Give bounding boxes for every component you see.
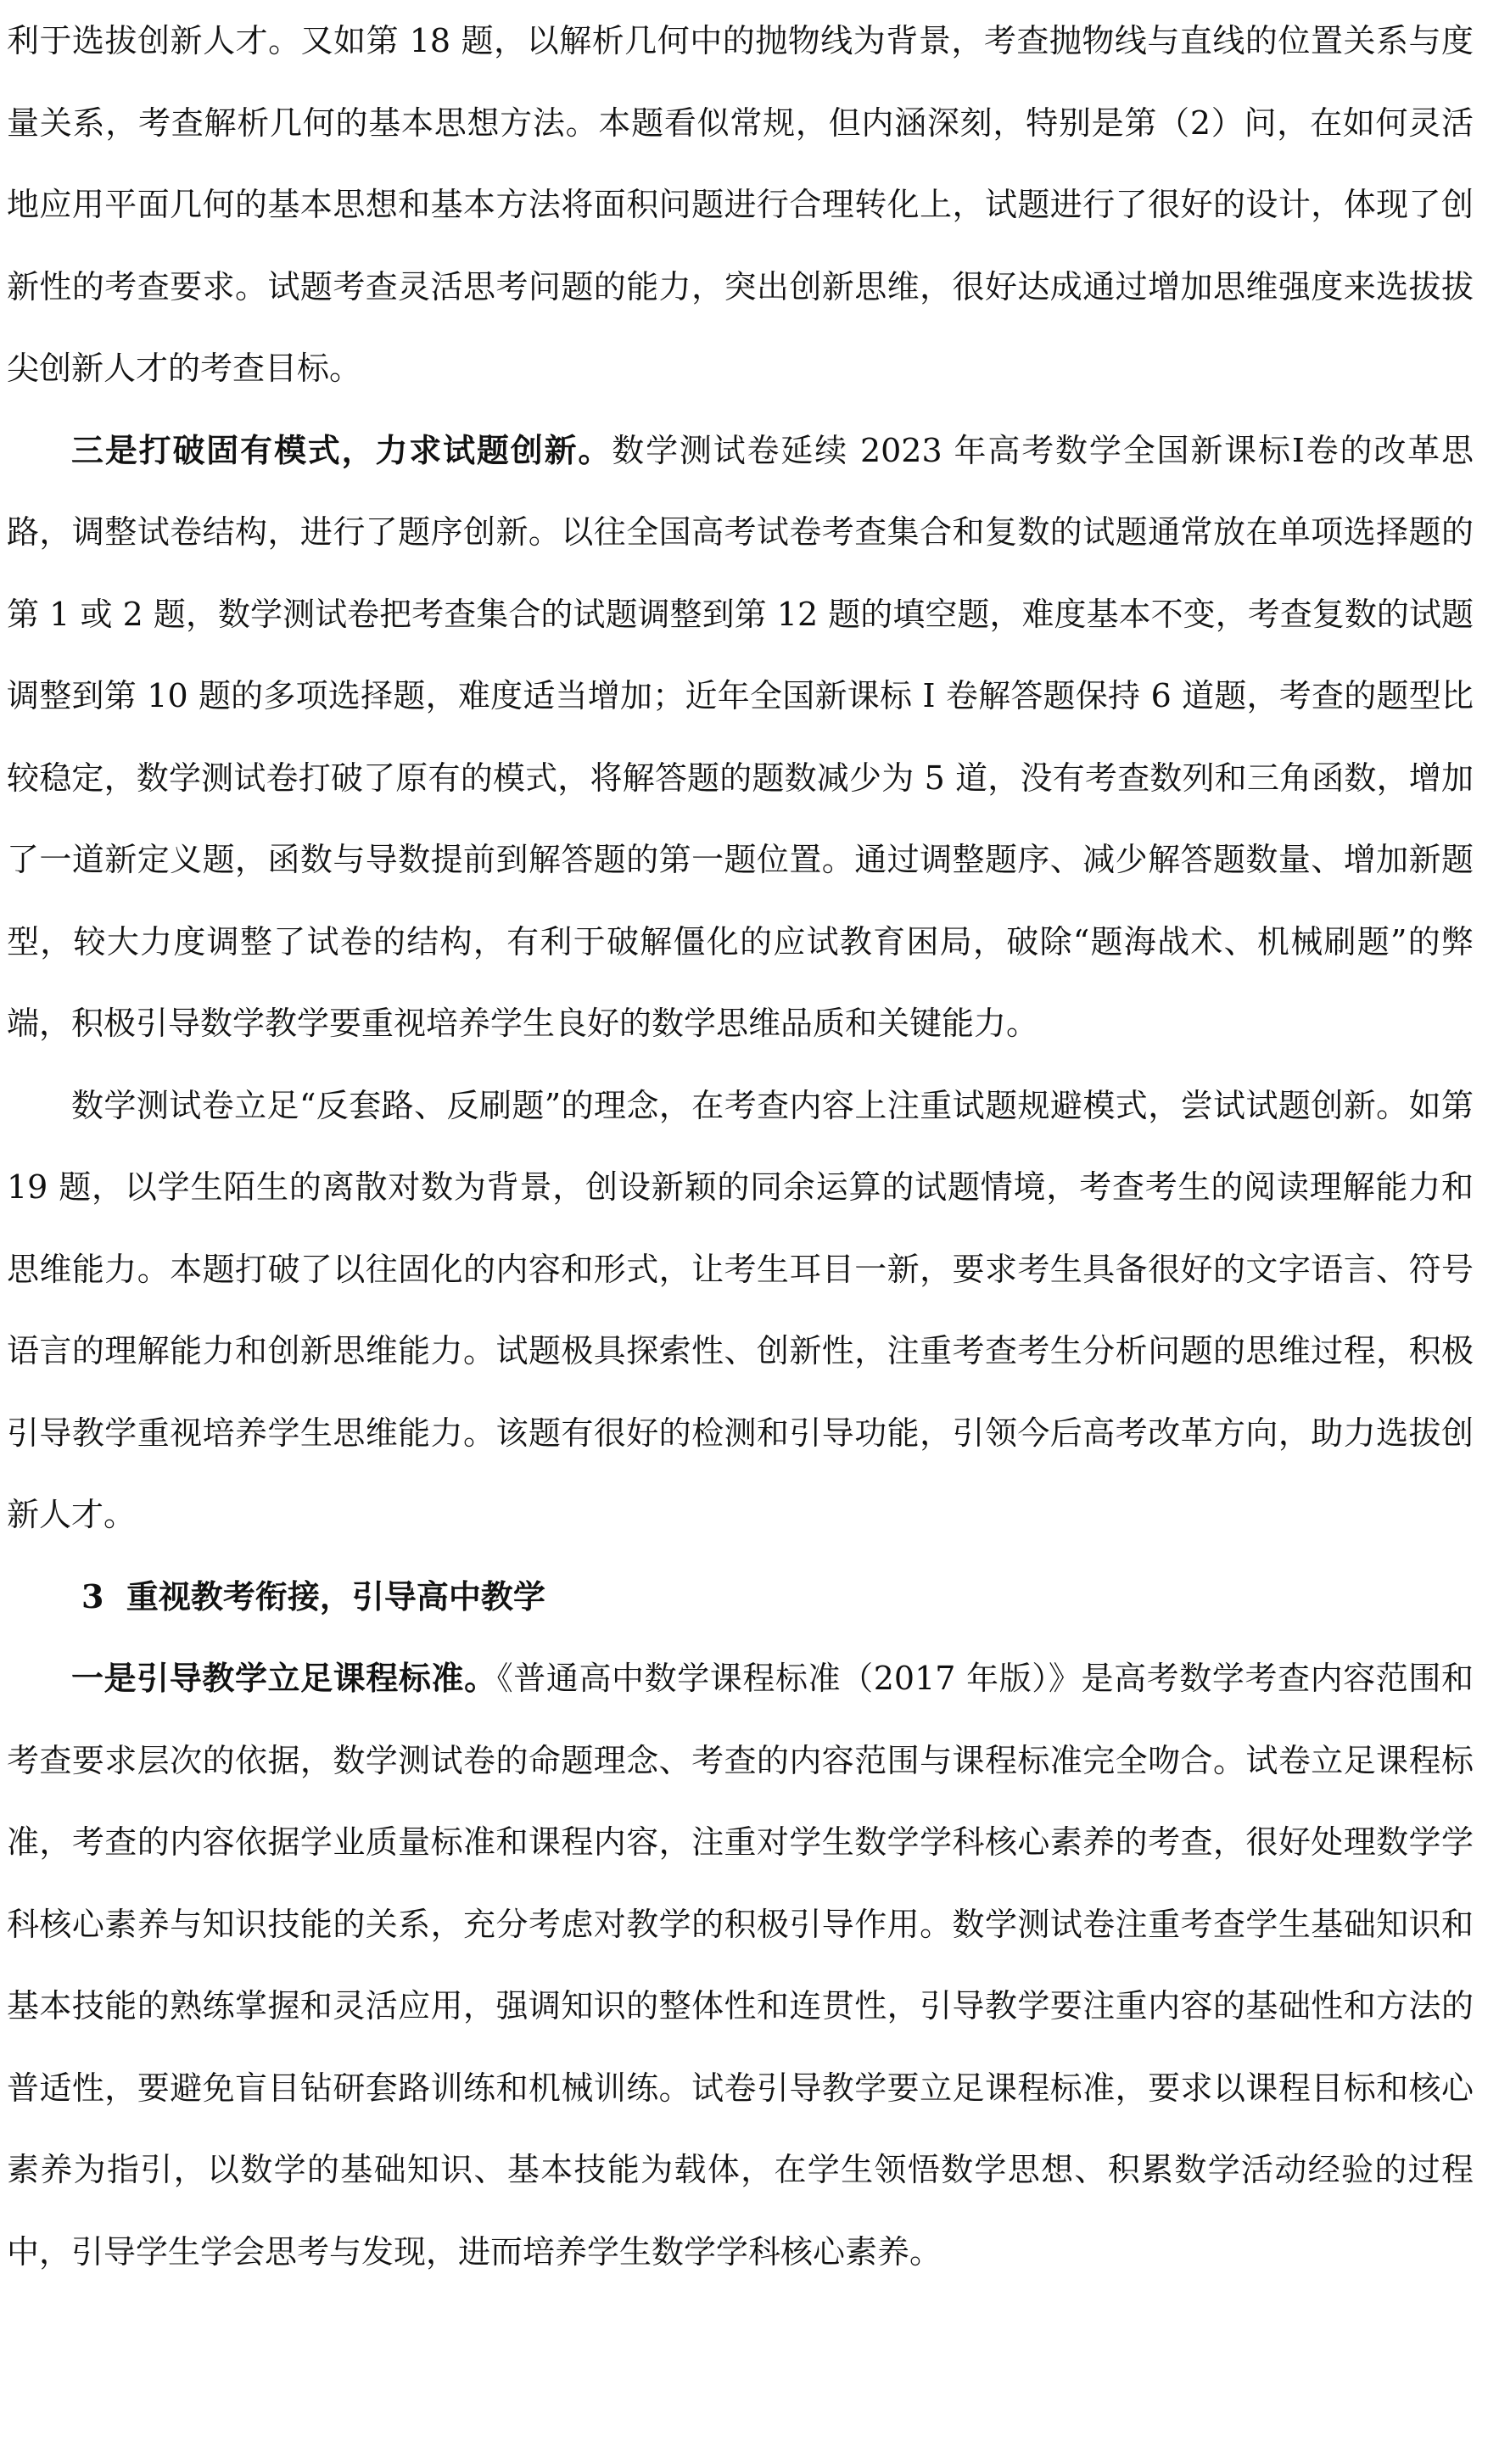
paragraph-break-patterns [7, 410, 1474, 1065]
paragraph-text: 《普通高中数学课程标准（2017 年版）》是高考数学考查内容范围和考查要求层次的依据，数学测试卷的命题理念、考查的内容范围与课程标准完全吻合。试卷立足课程标准，考查的内容依据学业质量标准和课程内容，注重对学生数学学科核心素养的考查，很好处理数学学科核心素养与知识技能的关系，充分考虑对教学的积极引导作用。数学测试卷注重考查学生基础知识和基本技能的熟练掌握和灵活应用，强调知识的整体性和连贯性，引导教学要注重内容的基础性和方法的普适性，要避免盲目钻研套路训练和机械训练。试卷引导教学要立足课程标准，要求以课程目标和核心素养为指引，以数学的基础知识、基本技能为载体，在学生领悟数学思想、积累数学活动经验的过程中，引导学生学会思考与发现，进而培养学生数学学科核心素养。 [7, 1660, 1474, 2271]
paragraph-anti-routine [7, 1065, 1474, 1556]
paragraph-text: 利于选拔创新人才。又如第 18 题，以解析几何中的抛物线为背景，考查抛物线与直线的位置关系与度量关系，考查解析几何的基本思想方法。本题看似常规，但内涵深刻，特别是第（2）问，在如何灵活地应用平面几何的基本思想和基本方法将面积问题进行合理转化上，试题进行了很好的设计，体现了创新性的考查要求。试题考查灵活思考问题的能力，突出创新思维，很好达成通过增加思维强度来选拔拔尖创新人才的考查目标。 [7, 22, 1474, 387]
paragraph-lead: 一是引导教学立足课程标准。 [71, 1659, 497, 1697]
section-heading [7, 1556, 1474, 1638]
section-heading-text: 3 重视教考衔接，引导高中教学 [81, 1576, 545, 1616]
paragraph-continuation [7, 0, 1474, 410]
paragraph-text: 数学测试卷延续 2023 年高考数学全国新课标I卷的改革思路，调整试卷结构，进行了题序创新。以往全国高考试卷考查集合和复数的试题通常放在单项选择题的第 1 或 2 题，数学测试卷把考查集合的试题调整到第 12 题的填空题，难度基本不变，考查复数的试题调整到第 10 题的多项选择题，难度适当增加；近年全国新课标 I 卷解答题保持 6 道题，考查的题型比较稳定，数学测试卷打破了原有的模式，将解答题的题数减少为 5 道，没有考查数列和三角函数，增加了一道新定义题，函数与导数提前到解答题的第一题位置。通过调整题序、减少解答题数量、增加新题型，较大力度调整了试卷的结构，有利于破解僵化的应试教育困局，破除“题海战术、机械刷题”的弊端，积极引导数学教学要重视培养学生良好的数学思维品质和关键能力。 [7, 431, 1474, 1042]
paragraph-lead: 三是打破固有模式，力求试题创新。 [71, 430, 612, 469]
paragraph-curriculum-standard [7, 1638, 1474, 2293]
document-page [7, 0, 1474, 2293]
paragraph-text: 数学测试卷立足“反套路、反刷题”的理念，在考查内容上注重试题规避模式，尝试试题创新。如第 19 题，以学生陌生的离散对数为背景，创设新颖的同余运算的试题情境，考查考生的阅读理解能力和思维能力。本题打破了以往固化的内容和形式，让考生耳目一新，要求考生具备很好的文字语言、符号语言的理解能力和创新思维能力。试题极具探索性、创新性，注重考查考生分析问题的思维过程，积极引导教学重视培养学生思维能力。该题有很好的检测和引导功能，引领今后高考改革方向，助力选拔创新人才。 [7, 1086, 1474, 1533]
